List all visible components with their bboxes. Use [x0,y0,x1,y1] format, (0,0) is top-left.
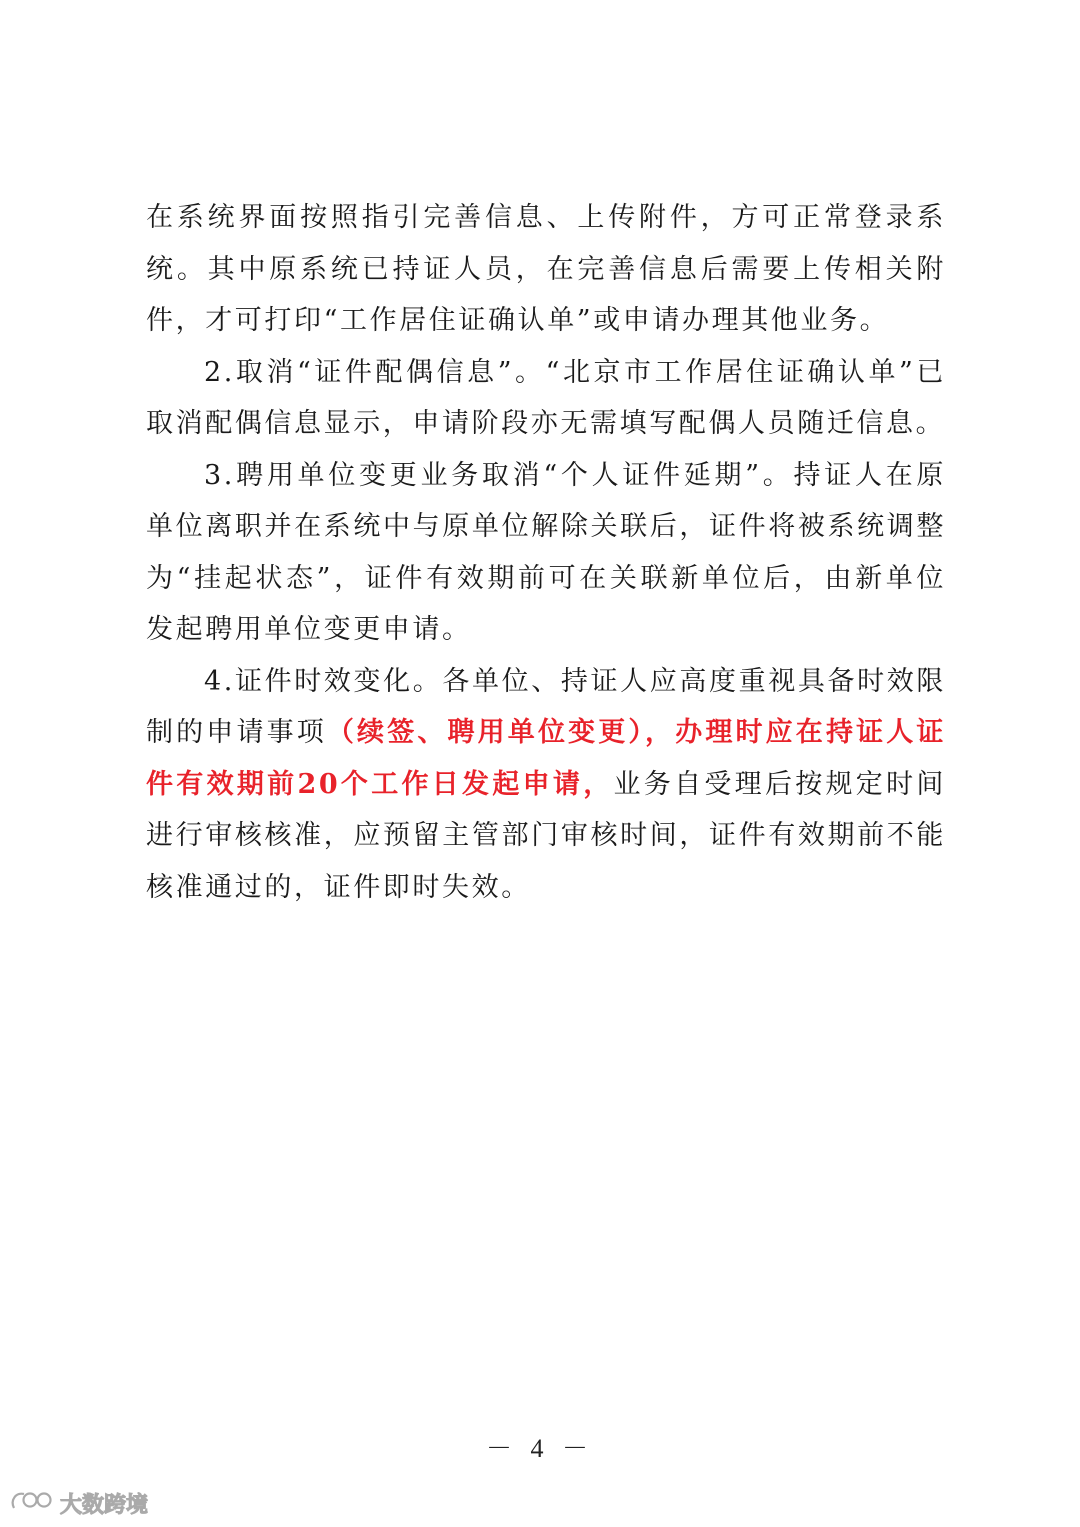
item-4-text-after: 业务自受理后按规定时间进行审核核准，应预留主管部门审核时间，证件有效期前不能核准通过的，证件即时失效。 [146,768,946,903]
watermark-text: 大数跨境 [60,1492,149,1518]
item-4-emphasis-text: （续签、聘用单位变更），办理时应在持证人证件有效期前20个工作日发起申请， [146,717,946,800]
item-4-text-before: 4.证件时效变化。各单位、持证人应高度重视具备时效限制的申请事项 [146,665,946,748]
item-2-paragraph: 2.取消“证件配偶信息”。“北京市工作居住证确认单”已取消配偶信息显示，申请阶段亦无需填写配偶人员随迁信息。 [146,356,946,439]
paragraph-continued-rest: 其中原系统已持证人员，在完善信息后需要上传相关附件，才可打印“工作居住证确认单”或申请办理其他业务。 [146,253,946,336]
page-number: － 4 － [485,1434,594,1463]
watermark [8,1488,148,1518]
document-body [146,192,946,913]
paragraph-continued-line1: 在系统界面按照指引完善信息、上传附件，方可正常登录系统。 [146,202,946,285]
item-3-paragraph: 3.聘用单位变更业务取消“个人证件延期”。持证人在原单位离职并在系统中与原单位解除关联后，证件将被系统调整为“挂起状态”，证件有效期前可在关联新单位后，由新单位发起聘用单位变更申请。 [146,459,946,645]
brand-logo-icon [8,1488,54,1518]
item-4-paragraph [146,656,946,914]
paragraph-continued [146,192,946,347]
